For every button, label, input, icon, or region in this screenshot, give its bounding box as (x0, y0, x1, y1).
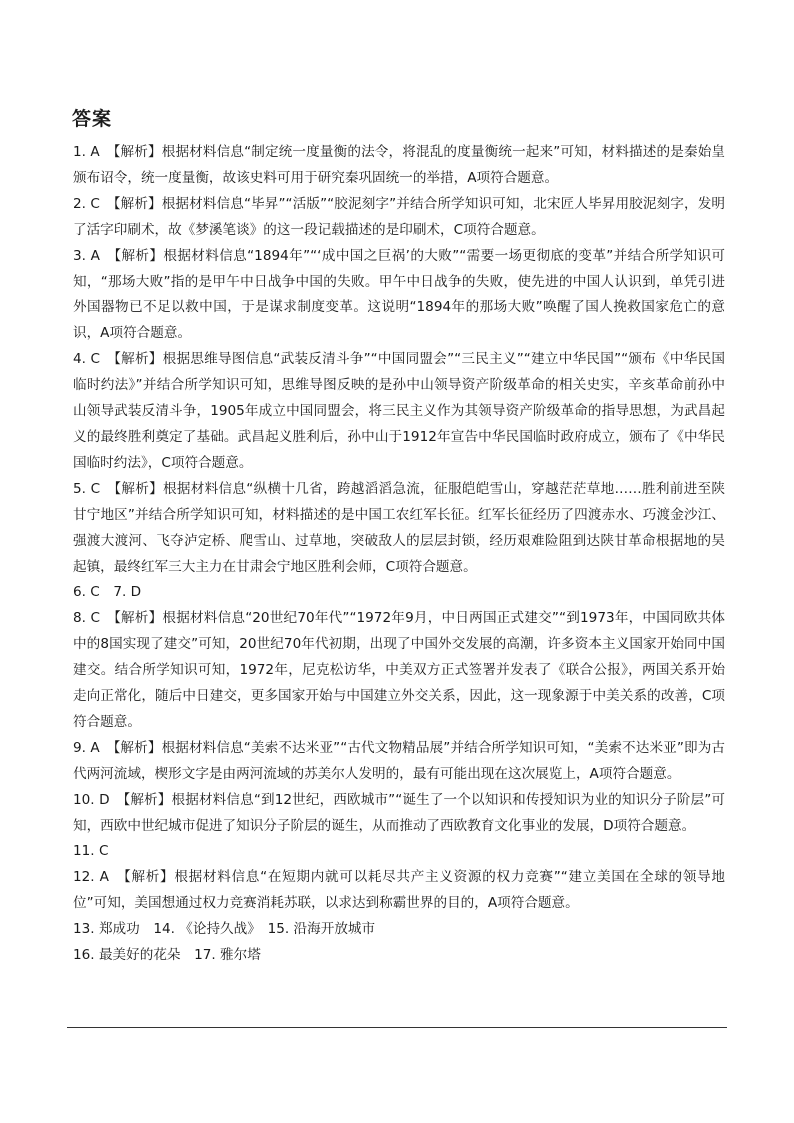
answer-item-8 (73, 606, 725, 736)
answer-number: 9. A (73, 739, 100, 756)
analysis-tag: 【解析】 (113, 195, 162, 212)
answer-number: 6. C 7. D (73, 584, 142, 601)
answer-item-6-7 (73, 580, 725, 606)
answer-item-5 (73, 477, 725, 581)
analysis-tag: 【解析】 (114, 610, 163, 627)
analysis-text: 根据材料信息“纵横十几省，跨越滔滔急流，征服皑皑雪山，穿越茫茫草地……胜利前进至陕甘宁地区”并结合所学知识可知，材料描述的是中国工农红军长征。红军长征经历了四渡赤水、巧渡金沙江、强渡大渡河、飞夺泸定桥、爬雪山、过草地，突破敌人的层层封锁，经历艰难险阻到达陕甘革命根据地的吴起镇，最终红军三大主力在甘肃会宁地区胜利会师，C项符合题意。 (73, 480, 725, 575)
answer-item-13-15 (73, 917, 725, 943)
answer-number: 5. C (73, 480, 101, 497)
analysis-text: 根据材料信息“制定统一度量衡的法令，将混乱的度量衡统一起来”可知，材料描述的是秦始皇颁布诏令，统一度量衡，故该史料可用于研究秦巩固统一的举措，A项符合题意。 (73, 144, 726, 186)
analysis-text: 根据材料信息“美索不达米亚”“古代文物精品展”并结合所学知识可知，“美索不达米亚”即为古代两河流域，楔形文字是由两河流域的苏美尔人发明的，最有可能出现在这次展览上，A项符合题意。 (73, 739, 726, 782)
answer-item-3 (73, 244, 725, 348)
answer-number: 13. 郑成功 14. 《论持久战》 15. 沿海开放城市 (73, 921, 376, 938)
analysis-text: 根据思维导图信息“武装反清斗争”“中国同盟会”“三民主义”“建立中华民国”“颁布《中华民国临时约法》”并结合所学知识可知，思维导图反映的是孙中山领导资产阶级革命的相关史实，辛亥革命前孙中山领导武装反清斗争，1905年成立中国同盟会，将三民主义作为其领导资产阶级革命的指导思想，为武昌起义的最终胜利奠定了基础。武昌起义胜利后，孙中山于1912年宣告中华民国临时政府成立，颁布了《中华民国临时约法》，C项符合题意。 (73, 351, 725, 471)
answer-item-12 (73, 865, 725, 917)
answer-item-10 (73, 788, 725, 840)
answer-number: 1. A (73, 144, 100, 160)
answer-item-9 (73, 736, 725, 788)
answer-number: 16. 最美好的花朵 17. 雅尔塔 (73, 947, 261, 964)
analysis-tag: 【解析】 (114, 351, 163, 368)
answer-number: 12. A (73, 869, 109, 886)
answer-item-4 (73, 347, 725, 477)
answer-item-2 (73, 192, 725, 244)
answer-item-11 (73, 839, 725, 865)
answer-list (73, 140, 725, 969)
answer-item-1 (73, 140, 725, 192)
analysis-tag: 【解析】 (114, 247, 164, 264)
answer-number: 10. D (73, 791, 110, 808)
analysis-tag: 【解析】 (114, 480, 163, 497)
answer-number: 8. C (73, 610, 100, 627)
analysis-text: 根据材料信息“在短期内就可以耗尽共产主义资源的权力竞赛”“建立美国在全球的领导地位”可知，美国想通过权力竞赛消耗苏联，以求达到称霸世界的目的，A项符合题意。 (73, 869, 726, 912)
analysis-text: 根据材料信息“1894年”“‘成中国之巨祸’的大败”“需要一场更彻底的变革”并结合所学知识可知，“那场大败”指的是甲午中日战争中国的失败。甲午中日战争的失败，使先进的中国人认识到，单凭引进外国器物已不足以救中国，于是谋求制度变革。这说明“1894年的那场大败”唤醒了国人挽救国家危亡的意识，A项符合题意。 (73, 247, 726, 342)
footer-divider (67, 1027, 727, 1028)
analysis-tag: 【解析】 (123, 869, 175, 886)
analysis-tag: 【解析】 (123, 791, 172, 808)
analysis-text: 根据材料信息“20世纪70年代”“1972年9月，中日两国正式建交”“到1973年，中国同欧共体中的8国实现了建交”可知，20世纪70年代初期，出现了中国外交发展的高潮，许多资本主义国家开始同中国建交。结合所学知识可知，1972年，尼克松访华，中美双方正式签署并发表了《联合公报》，两国关系开始走向正常化，随后中日建交，更多国家开始与中国建立外交关系，因此，这一现象源于中美关系的改善，C项符合题意。 (73, 610, 725, 730)
analysis-tag: 【解析】 (113, 144, 162, 160)
answer-number: 11. C (73, 843, 109, 860)
answer-number: 3. A (73, 247, 100, 264)
answer-number: 4. C (73, 351, 101, 368)
analysis-text: 根据材料信息“毕昇”“活版”“胶泥刻字”并结合所学知识可知，北宋匠人毕昇用胶泥刻字，发明了活字印刷术，故《梦溪笔谈》的这一段记载描述的是印刷术，C项符合题意。 (73, 195, 725, 238)
page-title: 答案 (72, 108, 113, 130)
analysis-text: 根据材料信息“到12世纪，西欧城市”“诞生了一个以知识和传授知识为业的知识分子阶层”可知，西欧中世纪城市促进了知识分子阶层的诞生，从而推动了西欧教育文化事业的发展，D项符合题意。 (73, 791, 726, 834)
analysis-tag: 【解析】 (113, 739, 162, 756)
answer-item-16-17 (73, 943, 725, 969)
answer-number: 2. C (73, 195, 100, 212)
